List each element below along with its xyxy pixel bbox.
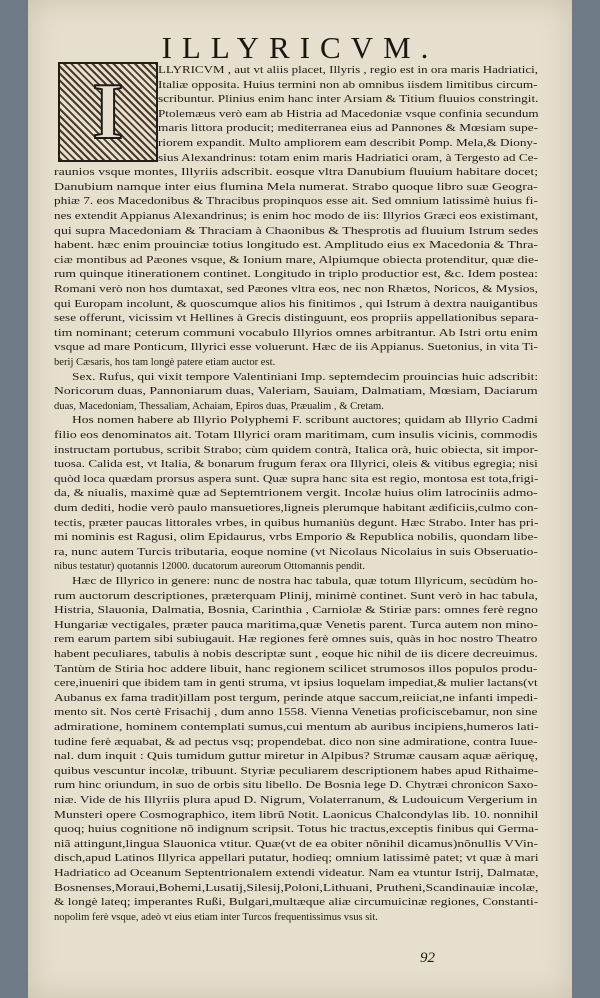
text-line: da, & niualis, maximè quæ ad Septemtrionem vergit. Incolæ huius olim latrociniis admo- xyxy=(54,488,538,500)
text-line: rum quinque itinerationem continet. Longitudo in triplo productior est, &c. Idem postea: xyxy=(54,269,538,281)
text-line: nes extendit Appianus Alexandrinus; is enim hoc modo de iis: Illyrios Græci eos existimant, xyxy=(54,211,539,222)
text-line: Danubium namque inter eius flumina Mela numerat. Strabo quoque libro suæ Geogra- xyxy=(54,181,538,193)
text-line: quòd loca quædam prorsus aspera sunt. Quæ supra hanc sita est regio, montosa est tota,frigi- xyxy=(54,473,539,485)
text-line: tectis, præter paucas littorales vrbes, in quibus humaniùs degunt. Hæc Strabo. Inter has pri- xyxy=(54,517,539,529)
text-line: nopolim ferè vsque, adeò vt eius etiam inter Turcos frequentissimus vsus sit. xyxy=(54,911,378,923)
text-line: Italiæ opposita. Huius termini non ab omnibus iisdem limitibus circum- xyxy=(158,79,538,91)
text-line: tim nominant; ceterum communi vocabulo Illyrios omnes arbitrantur. Ab Istri ortu enim xyxy=(54,327,538,339)
text-line: Romani verò non hos dumtaxat, sed Pæones vltra eos, nec non Rhætos, Noricos, & Mysios, xyxy=(54,284,538,295)
text-line: niã attingunt,lingua Slauonica vtitur. Quæ(vt de ea obiter nõnihil dicamus)nõnullis VVin- xyxy=(54,838,539,850)
text-line: habent peculiares, tabulis à nobis descriptæ sunt , eoque hic nihil de iis dicere decreuimus. xyxy=(54,649,538,660)
text-line: Hadriatico ad Oceanum Septentrionalem extendi videatur. Nam ea vtuntur Istrij, Dalmatæ, xyxy=(54,868,539,879)
text-line: mento sit. Nos certè Frisachij , dum anno 1558. Vienna Venetias proficiscebamur, non sine xyxy=(54,707,538,719)
text-line: maris littora producit; mediterranea eius ad Pannones & Mœsiam supe- xyxy=(158,123,539,135)
text-line: ciæ montibus ad Pæones vsque, & Ionium mare, Alpiumque obiecta protenditur, quæ die- xyxy=(54,254,539,266)
text-line: Sex. Rufus, qui vixit tempore Valentiniani Imp. septemdecim prouincias huic adscribit: xyxy=(72,371,539,383)
text-line: riorem expandit. Multo ampliorem eam describit Pomp. Mela,& Diony- xyxy=(158,138,538,149)
text-line: filio eos denominatos ait. Totam Illyrici oram maritimam, cum insulis vicinis, commodis xyxy=(54,430,538,441)
text-line: Tantùm de Stiria hoc addere libuit, hanc regionem scilicet strumosos illos populos produ- xyxy=(54,663,538,675)
text-line: instructam portubus, scribit Strabo; cùm quidem contrà, Italica orà, huic obiecta, sit impor- xyxy=(54,444,539,456)
text-line: Hæc de Illyrico in genere: nunc de nostra hac tabula, quæ totum Illyricum, secùdùm ho- xyxy=(72,576,538,587)
text-line: admiratione, hominem contemplati sumus,cui mentum ab auribus incipiens,humeros lati- xyxy=(54,722,539,733)
text-line: rem earum partem sibi subiugauit. Hæ regiones ferè omnes suis, quàs in hoc nostro Theatro xyxy=(54,634,538,646)
text-line: Hungariæ vectigales, præter pauca maritima,quæ Venetis parent. Turca autem non mino- xyxy=(54,619,539,631)
text-line: duas, Macedoniam, Thessaliam, Achaiam, Epiros duas, Præualim , & Cretam. xyxy=(54,400,384,412)
text-line: Munsteri opere Cosmographico, item librũ Notit. Laonicus Chalcondylas lib. 10. nonnihil xyxy=(54,809,539,821)
text-line: LLYRICVM , aut vt aliis placet, Illyris , regio est in ora maris Hadriatici, xyxy=(158,65,538,76)
text-line: nal. dum inquit : Quis tumidum guttur miretur in Alpibus? Strumæ causam aquæ aëriquę, xyxy=(54,751,538,763)
text-line: ra, nunc autem Turcis tributaria, eoque nomine (vt Nicolaus Nicolaius in suis Obseruatio- xyxy=(54,546,538,558)
text-line: qui Europam incolunt, & quoscumque alios his finitimos , qui Istrum à dextra nauigantibus xyxy=(54,298,538,310)
page-number: 92 xyxy=(420,950,435,966)
text-line: disch,apud Latinos Illyrica appellari putatur, hodieq; omnium latissimè patet; vt quæ à mari xyxy=(54,853,539,865)
text-line: quoq; huius cognitione nõ indignum scripsit. Totus hic tractus,exceptis finibus qui Germa- xyxy=(54,824,539,836)
text-line: tudine ferè æquabat, & ad pectus vsq; propendebat. dico non sine admiratione, contra Iuue- xyxy=(54,736,538,748)
text-line: rum hinc oriundum, in suo de orbis situ libello. De Bosnia lege D. Chytræi chronicon Saxo- xyxy=(54,780,538,792)
text-line: habent. hæc enim prouinciæ totius longitudo est. Amplitudo eius ex Macedonia & Thra- xyxy=(54,240,539,252)
text-line: Bosnenses,Moraui,Bohemi,Lusatij,Silesij,Poloni,Lithuani, Prutheni,Scandinauiæ incolæ, xyxy=(54,882,539,894)
text-line: berij Cæsaris, hos tam longè patere etiam auctor est. xyxy=(54,357,276,368)
text-line: mi nominis est Ragusi, olim Epidaurus, vrbs Emporio & Republica nobilis, quondam libe- xyxy=(54,532,538,544)
text-line: raunios vsque montes, Illyriis adscribit. eosque vltra Danubium fluuium habitare docet; xyxy=(54,167,539,179)
drop-cap-letter: I xyxy=(92,68,124,156)
body-text xyxy=(28,0,572,998)
text-line: sius Alexandrinus: totam enim maris Hadriatici oram, à Tergesto ad Ce- xyxy=(158,152,538,164)
text-line: quibus vescuntur incolæ, tribuunt. Styriæ peculiarem descriptionem habes apud Rithaime- xyxy=(54,765,539,777)
text-line: qui supra Macedoniam & Thraciam à Chaonibus & Thesprotis ad fluuium Istrum sedes xyxy=(54,225,539,237)
text-line: & longè lateq; imperantes Rußi, Bulgari,multæque aliæ circumuicinæ regiones, Constanti- xyxy=(54,897,539,909)
text-line: vsque ad mare Ponticum, Illyrici esse voluerunt. Hæc de iis Appianus. Suetonius, in vita Ti- xyxy=(54,342,538,354)
text-line: scribuntur. Plinius enim hanc inter Arsiam & Titium fluuios constringit. xyxy=(158,94,539,106)
book-page xyxy=(28,0,572,998)
text-line: tuosa. Calida est, vt Italia, & bonarum frugum ferax ora Illyrici, oleis & vitibus egregia; nisi xyxy=(54,459,538,471)
text-line: Noricorum duas, Pannoniarum duas, Valeriam, Sauiam, Dalmatiam, Mœsiam, Daciarum xyxy=(54,386,538,398)
text-line: rum auctorum descriptiones, præterquam Plinij, minimè continet. Sunt verò in hac tabula, xyxy=(54,590,538,602)
text-line: nibus testatur) quotannis 12000. ducatorum aureorum Ottomannis pendit. xyxy=(54,561,365,573)
text-line: Histria, Slauonia, Dalmatia, Bosnia, Carinthia , Carniolæ & Stiriæ pars: omnes ferè regno xyxy=(54,605,538,617)
text-line: sese offerunt, vicissim vt Hellines à Grecis distinguunt, eos propriis appellationibus separa- xyxy=(54,313,539,325)
text-line: Aubanus ex fama tradit)illam post tergum, perinde atque saccum,reiiciat,ne infanti impedi- xyxy=(54,692,538,704)
text-line: cere,inueniri que ibidem tam in genti struma, vt ipsius loquelam impediat,& mulier lactans(vt xyxy=(54,678,538,690)
page-title: ILLYRICVM. xyxy=(161,30,439,65)
text-line: Hos nomen habere ab Illyrio Polyphemi F. scribunt auctores; quidam ab Illyrio Cadmi xyxy=(72,415,538,427)
text-line: phiæ 7. eos Macedonibus & Thracibus propinquos esse ait. Sed omnium latissimè huius fi- xyxy=(54,196,538,208)
text-line: dum dediti, hodie verò paulo mansuetiores,ligneis plerumque habitant ædificiis,culmo con- xyxy=(54,503,539,514)
text-line: niæ. Vide de his Illyriis plura apud D. Nigrum, Volaterranum, & Ludouicum Vergerium in xyxy=(54,795,538,806)
text-line: Ptolemæus verò eam ab Histria ad Macedoniæ vsque confinia secundum xyxy=(158,108,539,120)
